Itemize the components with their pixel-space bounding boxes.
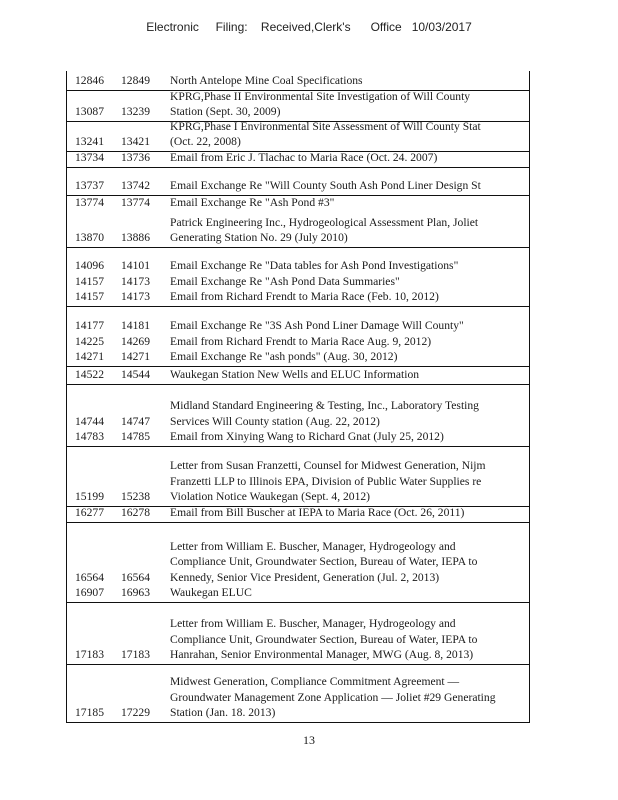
table-row xyxy=(67,507,529,523)
description: Email Exchange Re "Data tables for Ash Pond Investigations" Email Exchange Re "Ash Pond Data Summaries" Email from Richard Frendt to Maria Race (Feb. 10, 2012) xyxy=(170,259,459,303)
description: Letter from Susan Franzetti, Counsel for Midwest Generation, Nijm Franzetti LLP to Illinois EPA, Division of Public Water Supplies re Violation Notice Waukegan (Sept. 4, 2012) xyxy=(170,459,486,503)
start-page: 17185 xyxy=(75,705,104,719)
description: Midwest Generation, Compliance Commitment Agreement — Groundwater Management Zone Application — Joliet #29 Generating Station (Jan. 18. 2013) xyxy=(170,675,496,719)
end-page: 13421 xyxy=(121,134,150,148)
end-page: 17183 xyxy=(121,647,150,661)
table-row xyxy=(67,665,529,723)
table-row xyxy=(67,168,529,196)
end-page: 16278 xyxy=(121,505,150,519)
page-number: 13 xyxy=(303,733,315,747)
end-page: 17229 xyxy=(121,705,150,719)
description: Email Exchange Re "Will County South Ash Pond Liner Design St xyxy=(170,178,481,192)
start-page-list: 14096 14157 14157 xyxy=(75,259,104,303)
filing-header: Electronic Filing: Received,Clerk's Office 10/03/2017 xyxy=(146,20,472,34)
description: Email from Eric J. Tlachac to Maria Race (Oct. 24. 2007) xyxy=(170,150,438,164)
table-row xyxy=(67,212,529,248)
end-page-list: 14101 14173 14173 xyxy=(121,259,150,303)
exhibit-table xyxy=(66,71,530,723)
description: Midland Standard Engineering & Testing, Inc., Laboratory Testing Services Will County station (Aug. 22, 2012) Email from Xinying Wang to Richard Gnat (July 25, 2012) xyxy=(170,399,479,443)
table-row xyxy=(67,152,529,168)
start-page-list: 14744 14783 xyxy=(75,414,104,443)
start-page: 12846 xyxy=(75,73,104,87)
end-page-list: 16564 16963 xyxy=(121,570,150,599)
description: North Antelope Mine Coal Specifications xyxy=(170,73,363,87)
end-page: 13886 xyxy=(121,230,150,244)
table-row xyxy=(67,307,529,367)
start-page: 13737 xyxy=(75,178,104,192)
table-row xyxy=(67,248,529,307)
end-page-list: 14181 14269 14271 xyxy=(121,319,150,363)
description: Email Exchange Re "Ash Pond #3" xyxy=(170,195,335,209)
table-row xyxy=(67,385,529,447)
start-page: 16277 xyxy=(75,505,104,519)
start-page: 13774 xyxy=(75,195,104,209)
table-row xyxy=(67,91,529,122)
end-page: 13239 xyxy=(121,104,150,118)
start-page: 14522 xyxy=(75,367,104,381)
start-page-list: 14177 14225 14271 xyxy=(75,319,104,363)
description: Letter from William E. Buscher, Manager, Hydrogeology and Compliance Unit, Groundwater Section, Bureau of Water, IEPA to Hanrahan, Senior Environmental Manager, MWG (Aug. 8, 2013) xyxy=(170,617,478,661)
end-page: 13736 xyxy=(121,150,150,164)
description: Email Exchange Re "3S Ash Pond Liner Damage Will County" Email from Richard Frendt to Maria Race Aug. 9, 2012) Email Exchange Re "ash ponds" (Aug. 30, 2012) xyxy=(170,319,464,363)
description: Letter from William E. Buscher, Manager, Hydrogeology and Compliance Unit, Groundwater Section, Bureau of Water, IEPA to Kennedy, Senior Vice President, Generation (Jul. 2, 2013) Waukegan ELUC xyxy=(170,540,478,599)
description: Email from Bill Buscher at IEPA to Maria Race (Oct. 26, 2011) xyxy=(170,505,465,519)
start-page: 15199 xyxy=(75,489,104,503)
description: Waukegan Station New Wells and ELUC Information xyxy=(170,367,420,381)
start-page: 13241 xyxy=(75,134,104,148)
start-page: 13734 xyxy=(75,150,104,164)
description: KPRG,Phase II Environmental Site Investigation of Will County Station (Sept. 30, 2009) xyxy=(170,89,471,118)
end-page: 13742 xyxy=(121,178,150,192)
end-page-list: 14747 14785 xyxy=(121,414,150,443)
end-page: 12849 xyxy=(121,73,150,87)
start-page-list: 16564 16907 xyxy=(75,570,104,599)
start-page: 17183 xyxy=(75,647,104,661)
end-page: 15238 xyxy=(121,489,150,503)
start-page: 13087 xyxy=(75,104,104,118)
table-row xyxy=(67,447,529,507)
table-row xyxy=(67,196,529,212)
table-row xyxy=(67,367,529,385)
end-page: 14544 xyxy=(121,367,150,381)
end-page: 13774 xyxy=(121,195,150,209)
table-row xyxy=(67,119,529,152)
table-row xyxy=(67,603,529,665)
start-page: 13870 xyxy=(75,230,104,244)
description: Patrick Engineering Inc., Hydrogeological Assessment Plan, Joliet Generating Station No. 29 (July 2010) xyxy=(170,215,479,244)
description: KPRG,Phase I Environmental Site Assessment of Will County Stat (Oct. 22, 2008) xyxy=(170,119,481,148)
table-row xyxy=(67,523,529,603)
